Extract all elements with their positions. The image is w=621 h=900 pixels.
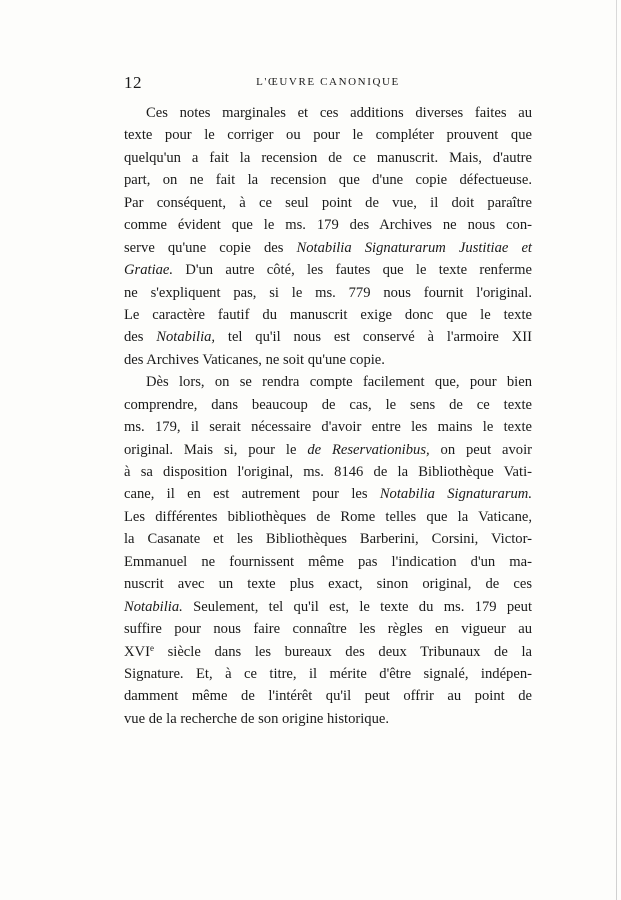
running-head: L'ŒUVRE CANONIQUE: [256, 76, 400, 88]
text-line: [124, 641, 532, 663]
text-line: [124, 237, 532, 259]
text-line: comprendre, dans beaucoup de cas, le sens de ce texte: [124, 396, 532, 413]
text-run: serve qu'une copie des: [124, 239, 297, 256]
italic-title: Gratiae.: [124, 262, 174, 279]
text-run: original. Mais si, pour le: [124, 441, 308, 458]
text-line: Dès lors, on se rendra compte facilement que, pour bien: [146, 374, 532, 391]
text-line: ne s'expliquent pas, si le ms. 779 nous fournit l'original.: [124, 284, 532, 301]
page-number: 12: [124, 73, 142, 92]
text-line: Signature. Et, à ce titre, il mérite d'être signalé, indépen-: [124, 665, 532, 682]
italic-title: de Reservationibus,: [307, 441, 430, 458]
text-line: Par conséquent, à ce seul point de vue, il doit paraître: [124, 194, 532, 211]
italic-title: Notabilia,: [156, 329, 216, 346]
body-text: [124, 102, 532, 730]
text-line: Les différentes bibliothèques de Rome telles que la Vaticane,: [124, 508, 532, 525]
text-line: à sa disposition l'original, ms. 8146 de la Bibliothèque Vati-: [124, 464, 532, 480]
text-run: cane, il en est autrement pour les: [124, 486, 380, 503]
text-line: Le caractère fautif du manuscrit exige donc que le texte: [124, 306, 532, 323]
text-line: comme évident que le ms. 179 des Archives ne nous con-: [124, 217, 532, 234]
text-run: on peut avoir: [429, 441, 533, 458]
text-line: [124, 439, 532, 461]
text-line: Emmanuel ne fournissent même pas l'indication d'un ma-: [124, 553, 532, 570]
text-run: des: [124, 329, 157, 346]
text-line: ms. 179, il serait nécessaire d'avoir entre les mains le texte: [124, 419, 532, 436]
italic-title: Notabilia Signaturarum Justitiae et: [296, 239, 532, 256]
text-line: la Casanate et les Bibliothèques Barberini, Corsini, Victor-: [124, 531, 532, 548]
text-line: part, on ne fait la recension que d'une copie défectueuse.: [124, 172, 532, 189]
text-run: Seulement, tel qu'il est, le texte du ms. 179 peut: [182, 598, 532, 615]
italic-title: Notabilia.: [124, 598, 183, 615]
text-line: [124, 483, 532, 505]
text-line: nuscrit avec un texte plus exact, sinon original, de ces: [124, 576, 532, 593]
text-line: quelqu'un a fait la recension de ce manuscrit. Mais, d'autre: [124, 149, 532, 166]
text-line: des Archives Vaticanes, ne soit qu'une copie.: [124, 351, 385, 368]
text-run: D'un autre côté, les fautes que le texte renferme: [173, 262, 532, 279]
text-line: vue de la recherche de son origine historique.: [124, 710, 390, 727]
text-line: [124, 596, 532, 618]
superscript: e: [149, 642, 154, 653]
text-line: suffire pour nous faire connaître les règles en vigueur au: [124, 621, 532, 638]
text-run: tel qu'il nous est conservé à l'armoire XII: [215, 329, 532, 346]
text-run: XVI: [124, 643, 150, 660]
page-edge: [616, 0, 617, 900]
italic-title: Notabilia Signaturarum.: [379, 486, 532, 503]
text-line: [124, 326, 532, 348]
paragraph-2: [124, 371, 532, 730]
text-run: siècle dans les bureaux des deux Tribunaux de la: [153, 643, 532, 660]
text-line: Ces notes marginales et ces additions diverses faites au: [146, 105, 532, 121]
text-line: [124, 259, 532, 281]
page-header: [124, 73, 532, 93]
paragraph-1: [124, 102, 532, 371]
text-line: texte pour le corriger ou pour le compléter prouvent que: [124, 127, 532, 144]
text-line: damment même de l'intérêt qu'il peut offrir au point de: [124, 688, 532, 705]
